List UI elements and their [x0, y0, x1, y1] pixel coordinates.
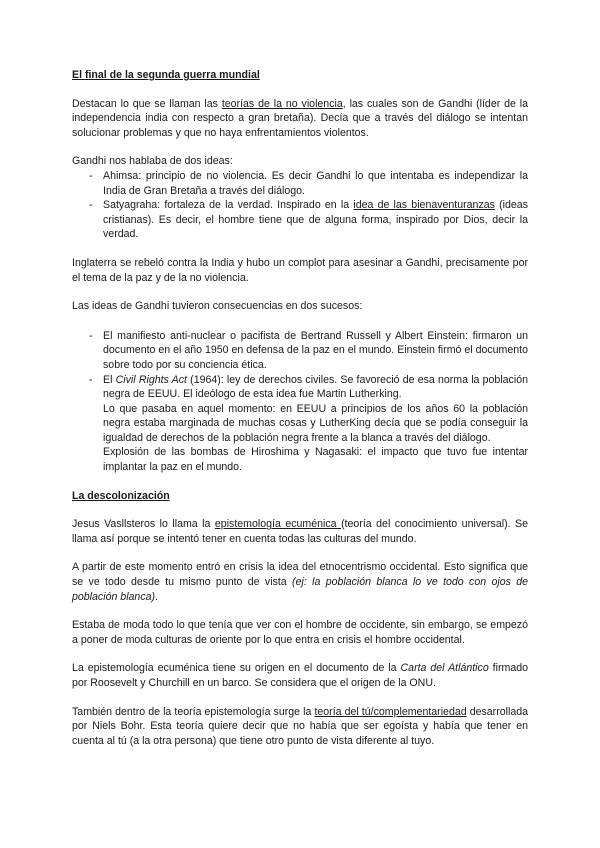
- underlined-term-beatitudes: idea de las bienaventuranzas: [353, 199, 495, 212]
- text-run: Satyagraha: fortaleza de la verdad. Inspirado en la: [103, 199, 354, 212]
- text-run: El: [103, 373, 116, 386]
- document-page: [72, 68, 528, 748]
- text-run: (teoría del conocimiento universal). Se llama así porque se intentó tener en cuenta todas las culturas del mundo.: [72, 518, 528, 545]
- paragraph-nonviolence: [72, 97, 528, 141]
- list-item: [72, 329, 528, 373]
- paragraph-atlantic-charter: [72, 661, 528, 690]
- bullet-dash: -: [89, 199, 93, 212]
- paragraph-england-rebellion: Inglaterra se rebeló contra la India y hubo un complot para asesinar a Gandhi, precisamente por el tema de la paz y de la no violencia.: [72, 256, 528, 284]
- list-item-continuation: Lo que pasaba en aquel momento: en EEUU a principios de los años 60 la población negra estaba marginada de muchas cosas y LutherKing decía que se podía conseguir la igualdad de derechos de la población negra frente a la blanca a través del diálogo.: [103, 402, 528, 444]
- text-run: La epistemología ecuménica tiene su origen en el documento de la: [72, 662, 401, 675]
- bullet-dash: -: [89, 329, 93, 342]
- italic-atlantic-charter: Carta del Atlántico: [400, 662, 489, 675]
- list-item-continuation: Explosión de las bombas de Hiroshima y Nagasaki: el impacto que tuvo fue intentar implantar la paz en el mundo.: [103, 446, 528, 474]
- list-item: [72, 198, 528, 242]
- list-item: [72, 169, 528, 198]
- paragraph-consequences-intro: Las ideas de Gandhi tuvieron consecuencias en dos sucesos:: [72, 300, 363, 313]
- paragraph-ethnocentrism: [72, 560, 528, 604]
- paragraph-western-crisis: Estaba de moda todo lo que tenía que ver con el hombre de occidente, sin embargo, se empezó a poner de moda culturas de oriente por lo que entra en crisis el hombre occidental.: [72, 619, 528, 646]
- text-run: También dentro de la teoría epistemología surge la: [72, 705, 315, 718]
- section-heading-end-of-ww2: El final de la segunda guerra mundial: [72, 69, 260, 81]
- text-run: Destacan lo que se llaman las: [72, 97, 222, 110]
- text-run: firmado por Roosevelt y Churchill en un barco. Se considera que el origen de la ONU.: [72, 662, 528, 689]
- list-item-text: El manifiesto anti-nuclear o pacifista de Bertrand Russell y Albert Einstein: firmaron un documento en el año 1950 en defensa de la paz en el mundo. Einstein firmó el documento sobre todo por su conciencia ética.: [103, 329, 528, 371]
- text-run: A partir de este momento entró en crisis la idea del etnocentrismo occidental. Esto significa que se ve todo desde tu mismo punto de vista: [72, 561, 528, 589]
- underlined-term-ecumenical-epistemology: epistemología ecuménica: [214, 518, 342, 531]
- list-item: [72, 373, 528, 475]
- gandhi-ideas-list: [72, 169, 528, 242]
- paragraph-ecumenical-epistemology: [72, 517, 528, 546]
- text-run: .: [155, 590, 158, 603]
- list-item-text: Ahimsa: principio de no violencia. Es decir Gandhi lo que intentaba es independizar la India de Gran Bretaña a través del diálogo.: [103, 169, 528, 197]
- bullet-dash: -: [89, 169, 93, 182]
- text-run: desarrollada por Niels Bohr. Esta teoría quiere decir que no había que ser egoísta y había que tener en cuenta al tú (a la otra persona) que tiene otro punto de vista diferente al tuyo.: [72, 705, 528, 747]
- paragraph-gandhi-ideas-intro: Gandhi nos hablaba de dos ideas:: [72, 155, 233, 168]
- text-run: Jesus Vasllsteros lo llama la: [72, 518, 215, 531]
- text-run: , las cuales son de Gandhi (líder de la independencia india con respecto a gran bretaña). Decía que a través del diálogo se intentan solucionar problemas y que no haya enfrentamientos violentos.: [72, 97, 529, 139]
- text-run: (ideas cristianas). Es decir, el hombre tiene que de alguna forma, inspirado por Dios, decir la verdad.: [103, 199, 528, 241]
- underlined-term-nonviolence: teorías de la no violencia: [221, 97, 343, 110]
- italic-civil-rights-act: Civil Rights Act: [115, 373, 187, 386]
- paragraph-complementarity: [72, 705, 528, 749]
- bullet-dash: -: [89, 373, 93, 386]
- consequences-list: [72, 329, 528, 475]
- text-run: (1964): ley de derechos civiles. Se favoreció de esa norma la población negra de EEUU. El ideólogo de esta idea fue Martin Lutherking.: [103, 373, 528, 401]
- section-heading-decolonization: La descolonización: [72, 489, 170, 502]
- underlined-term-complementarity: teoría del tú/complementariedad: [314, 705, 467, 718]
- italic-example: (ej: la población blanca lo ve todo con ojos de población blanca): [72, 576, 529, 603]
